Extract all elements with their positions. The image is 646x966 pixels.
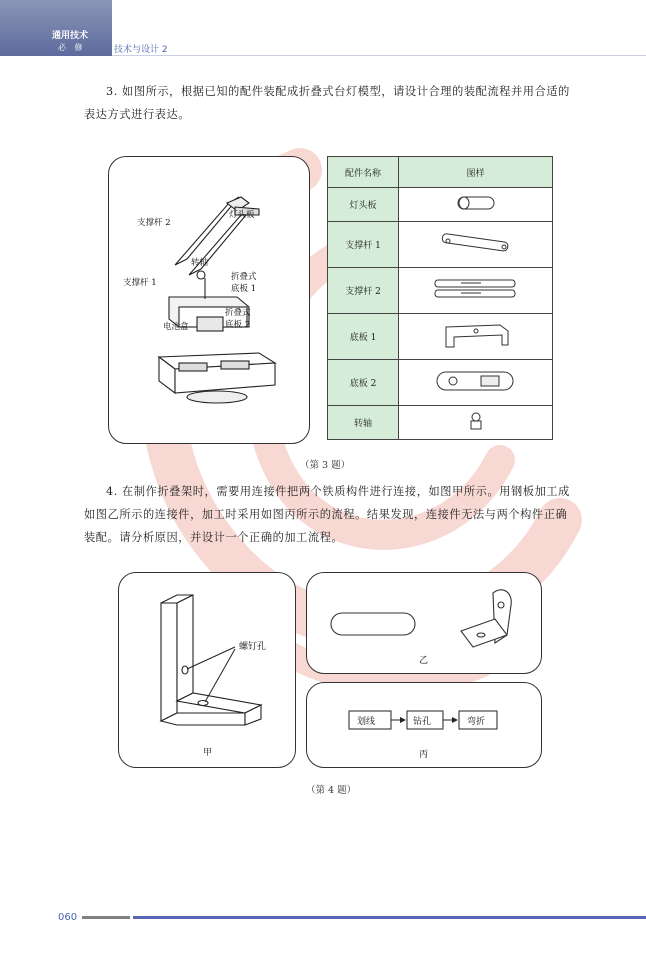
label-screw-hole: 螺钉孔 [239,642,267,652]
flow-step-mark: 划线 [357,717,376,727]
flow-step-bend: 弯折 [467,717,486,727]
part-drawing [399,360,553,406]
figure-yi-panel [306,572,542,674]
part-drawing [399,314,553,360]
part-drawing [399,188,553,222]
figure-bing-panel [306,682,542,768]
row-name: 支撑杆 2 [328,268,399,314]
process-flow-drawing [307,683,541,767]
label-bing: 丙 [419,750,429,760]
figure-4-caption: （第 4 题） [306,785,357,796]
header-tab [0,0,112,56]
row-name: 底板 1 [328,314,399,360]
figure-3-caption: （第 3 题） [300,460,351,471]
label-base2-l1: 折叠式 [225,308,251,318]
row-name: 底板 2 [328,360,399,406]
lamp-figure-panel [108,156,310,444]
question-4-text: 4. 在制作折叠架时，需要用连接件把两个铁质构件进行连接，如图甲所示。用钢板加工成如图乙所示的连接件，加工时采用如图丙所示的流程。结果发现，连接件无法与两个构件正确装配。请分析原因，并设计一个正确的加工流程。 [84,485,570,544]
figure-jia-panel [118,572,296,768]
label-base1-l1: 折叠式 [231,272,257,282]
page-number: 060 [58,912,78,923]
label-lamp-head: 灯头板 [229,210,255,220]
col-header-name: 配件名称 [328,157,399,188]
col-header-drawing: 图样 [399,157,553,188]
footer-bar-gray [82,916,130,919]
label-shaft: 转轴 [191,258,209,268]
label-base1-l2: 底板 1 [231,284,257,294]
row-name: 转轴 [328,406,399,440]
part-drawing [399,406,553,440]
label-battery: 电池盒 [163,322,189,332]
label-rod2: 支撑杆 2 [137,218,171,228]
connector-drawing [307,573,541,673]
parts-table [327,156,553,440]
label-jia: 甲 [203,748,213,758]
row-name: 支撑杆 1 [328,222,399,268]
footer-bar-blue [133,916,646,919]
part-drawing [399,268,553,314]
label-base2-l2: 底板 2 [225,320,251,330]
row-name: 灯头板 [328,188,399,222]
lamp-drawing [109,157,309,443]
book-type: 必 修 [58,43,86,52]
header-divider [112,55,646,56]
part-drawing [399,222,553,268]
question-3-text: 3. 如图所示，根据已知的配件装配成折叠式台灯模型，请设计合理的装配流程并用合适的表达方式进行表达。 [84,85,570,121]
book-title: 通用技术 [52,31,89,41]
flow-step-drill: 钻孔 [413,717,432,727]
module-title: 技术与设计 2 [114,45,168,55]
label-yi: 乙 [419,656,429,666]
label-rod1: 支撑杆 1 [123,278,157,288]
angle-bracket-drawing [119,573,295,767]
